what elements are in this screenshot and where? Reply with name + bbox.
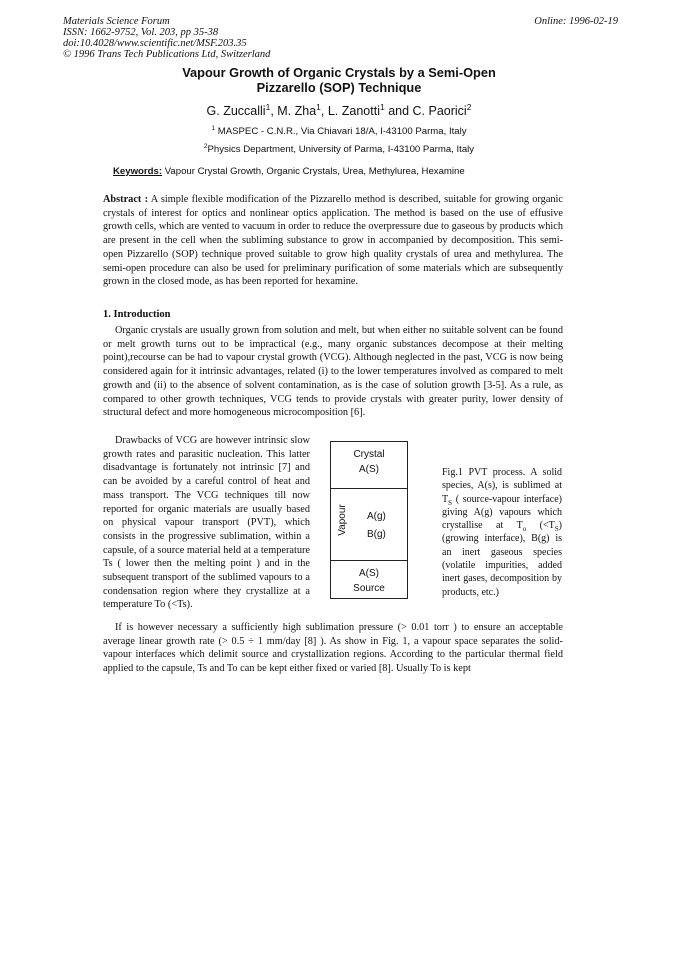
- caption-text: (<T: [526, 520, 555, 532]
- vapour-species-a: A(g): [367, 511, 386, 522]
- intro-paragraph-3: If is however necessary a sufficiently high sublimation pressure (> 0.01 torr ) to ensure an acceptable average linear growth rate (> 0.5 ÷ 1 mm/day [8] ). As show in Fig. 1, a vapour space separates the solid-vapour interfaces which delimit source and crystallization regions. According to the particular thermal field applied to the capsule, Ts and To can be kept either fixed or varied [8]. Usually To is kept: [103, 622, 563, 675]
- caption-text: ( source-vapour interface) giving A(g) vapours which crystallise at T: [442, 493, 562, 532]
- caption-subscript: o: [522, 525, 527, 534]
- crystal-label: Crystal: [353, 449, 385, 460]
- caption-text: Fig.1 PVT process. A solid species, A(s), is sublimed at T: [442, 467, 562, 505]
- figure-1-pvt-diagram: [330, 441, 408, 599]
- vapour-label: Vapour: [337, 504, 348, 536]
- author-separator: and: [384, 104, 413, 118]
- author-name: M. Zha: [277, 104, 317, 118]
- author-affiliation-mark: 1: [316, 101, 321, 112]
- issn-line: ISSN: 1662-9752, Vol. 203, pp 35-38: [63, 27, 219, 38]
- growing-interface-line: [331, 488, 407, 489]
- author-affiliation-mark: 1: [265, 101, 271, 112]
- source-label: Source: [353, 583, 385, 594]
- caption-subscript: S: [448, 498, 453, 507]
- author-name: L. Zanotti: [327, 104, 380, 118]
- source-interface-line: [331, 560, 407, 561]
- figure-1-caption: [442, 466, 562, 599]
- author-affiliation-mark: 2: [466, 101, 472, 112]
- online-date: Online: 1996-02-19: [534, 16, 618, 27]
- intro-paragraph-2: Drawbacks of VCG are however intrinsic slow growth rates and parasitic nucleation. This latter disadvantage is fortunately not intrinsic [7] and can be avoided by a careful control of heat and mass transport. The VCG techniques till now reported for organic materials are usually based on physical vapour transport (PVT), which consists in the progressive sublimation, within a capsule, of a source material held at a temperature Ts ( lower then the melting point ) and in the subsequent transport of the sublimed vapours to a condensation region where they crystallize at a temperature To (<Ts).: [103, 435, 310, 611]
- journal-name: Materials Science Forum: [63, 16, 170, 27]
- caption-text: ) (growing interface), B(g) is an inert gaseous species (volatile impurities, added inert gases, decomposition by products, etc.): [442, 520, 563, 598]
- author-name: C. Paorici: [412, 104, 467, 118]
- author-name: G. Zuccalli: [206, 104, 266, 118]
- affiliation-2: [0, 144, 678, 155]
- crystal-zone: [331, 447, 407, 477]
- vapour-species-b: B(g): [367, 529, 386, 540]
- author-separator: ,: [320, 104, 328, 118]
- author-affiliation-mark: 1: [379, 101, 385, 112]
- source-zone: [331, 566, 407, 596]
- abstract-paragraph: [103, 193, 563, 289]
- section-heading-introduction: 1. Introduction: [103, 309, 171, 320]
- intro-paragraph-1: Organic crystals are usually grown from solution and melt, but when either no suitable solvent can be found or melt growth turns out to be impractical (e.g., many organic substances decompose at their melting point),recourse can be had to vapour crystal growth (VCG). Although neglected in the past, VCG is now being considered again for it intrinsic advantages, related (i) to the lower temperatures involved as compared to melt growth and (ii) to the absence of solvent contamination, as is the case of solution growth [3-5]. As a rule, as compared to other growth techniques, VCG tends to provide crystals with greater purity, lower density of structural defect and more homogeneous microcomposition [6].: [103, 325, 563, 419]
- keywords-text: Vapour Crystal Growth, Organic Crystals, Urea, Methylurea, Hexamine: [164, 166, 465, 177]
- author-list: [0, 101, 678, 118]
- journal-header: [63, 16, 270, 60]
- affiliation-1: [0, 126, 678, 137]
- paper-title-line-2: Pizzarello (SOP) Technique: [256, 80, 422, 95]
- source-species: A(S): [359, 568, 379, 579]
- caption-subscript: S: [554, 525, 559, 534]
- affiliation-mark: 1: [211, 124, 216, 132]
- keywords-line: [113, 166, 465, 177]
- affiliation-mark: 2: [203, 142, 208, 150]
- author-separator: ,: [270, 104, 278, 118]
- affiliation-text: MASPEC - C.N.R., Via Chiavari 18/A, I-43100 Parma, Italy: [217, 126, 467, 137]
- paper-title-line-1: Vapour Growth of Organic Crystals by a Semi-Open: [182, 65, 496, 80]
- abstract-label: Abstract :: [103, 194, 149, 205]
- crystal-species: A(S): [359, 464, 379, 475]
- affiliation-text: Physics Department, University of Parma, I-43100 Parma, Italy: [207, 144, 475, 155]
- keywords-label: Keywords:: [113, 166, 163, 177]
- abstract-text: A simple flexible modification of the Pizzarello method is described, suitable for growing organic crystals of interest for optics and nonlinear optics application. The method is based on the use of effusive growth cells, which are vented to vacuum in order to reduce the overpressure due to gaseous by products which are present in the cell when the subliming substance to grow in accompanied by decomposition. This semi-open Pizzarello (SOP) technique proved suitable to grow high quality crystals of urea and methylurea. The semi-open procedure can also be used for preliminary purification of some materials which are subsequently grown in the closed mode, as has been reported for hexamine.: [103, 194, 563, 288]
- doi-line[interactable]: doi:10.4028/www.scientific.net/MSF.203.35: [63, 38, 247, 49]
- copyright-line: © 1996 Trans Tech Publications Ltd, Switzerland: [63, 49, 271, 60]
